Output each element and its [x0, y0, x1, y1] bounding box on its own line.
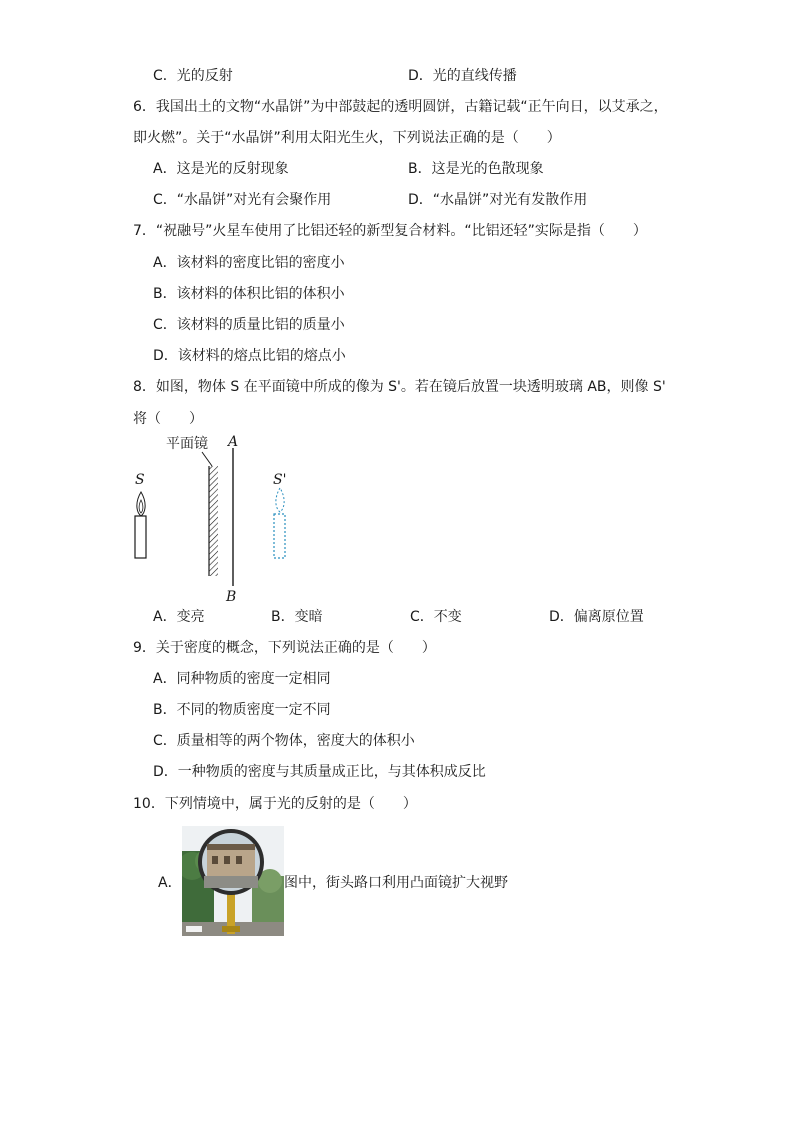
label-b: B	[226, 589, 237, 605]
q6-option-a: A．这是光的反射现象	[153, 161, 289, 177]
q9-option-d: D．一种物质的密度与其质量成正比，与其体积成反比	[153, 764, 486, 780]
q8-option-c: C．不变	[410, 609, 462, 625]
label-s: S	[135, 472, 145, 488]
q10-stem: 10．下列情境中，属于光的反射的是（ ）	[133, 796, 417, 812]
image-flame	[276, 488, 284, 512]
q7-option-a: A．该材料的密度比铝的密度小	[153, 255, 345, 271]
candle-body	[135, 516, 146, 558]
q5-option-d: D．光的直线传播	[408, 68, 517, 84]
q6-option-b: B．这是光的色散现象	[408, 161, 544, 177]
q8-option-b: B．变暗	[271, 609, 323, 625]
q5-option-c: C．光的反射	[153, 68, 233, 84]
q6-stem-line2: 即火燃”。关于“水晶饼”利用太阳光生火，下列说法正确的是（ ）	[133, 130, 561, 146]
q7-stem: 7．“祝融号”火星车使用了比铝还轻的新型复合材料。“比铝还轻”实际是指（ ）	[133, 223, 647, 239]
q9-option-b: B．不同的物质密度一定不同	[153, 702, 331, 718]
convex-mirror-photo	[182, 826, 284, 936]
mirror-leader-line	[202, 452, 212, 466]
q7-option-b: B．该材料的体积比铝的体积小	[153, 286, 345, 302]
label-a: A	[228, 434, 239, 450]
label-s-prime: S'	[273, 472, 287, 488]
q6-option-c: C．“水晶饼”对光有会聚作用	[153, 192, 332, 208]
q10-option-a-text: 图中，街头路口利用凸面镜扩大视野	[284, 875, 508, 891]
candle-flame	[137, 492, 145, 516]
q8-stem-line1: 8．如图，物体 S 在平面镜中所成的像为 S'。若在镜后放置一块透明玻璃 AB，则像 S'	[133, 379, 666, 395]
q7-option-c: C．该材料的质量比铝的质量小	[153, 317, 345, 333]
q6-option-d: D．“水晶饼”对光有发散作用	[408, 192, 588, 208]
q9-option-c: C．质量相等的两个物体，密度大的体积小	[153, 733, 415, 749]
q6-stem-line1: 6．我国出土的文物“水晶饼”为中部鼓起的透明圆饼，古籍记载“正午向日，以艾承之，	[133, 99, 668, 115]
q7-option-d: D．该材料的熔点比铝的熔点小	[153, 348, 346, 364]
q10-option-a-prefix: A．	[158, 875, 182, 891]
q9-stem: 9．关于密度的概念，下列说法正确的是（ ）	[133, 640, 436, 656]
q8-option-d: D．偏离原位置	[549, 609, 644, 625]
image-candle-body	[274, 514, 285, 558]
q8-option-a: A．变亮	[153, 609, 205, 625]
mirror-label: 平面镜	[166, 436, 208, 452]
q8-stem-line2: 将（ ）	[133, 411, 203, 427]
plane-mirror	[209, 466, 218, 576]
q9-option-a: A．同种物质的密度一定相同	[153, 671, 331, 687]
q8-figure	[120, 428, 310, 606]
